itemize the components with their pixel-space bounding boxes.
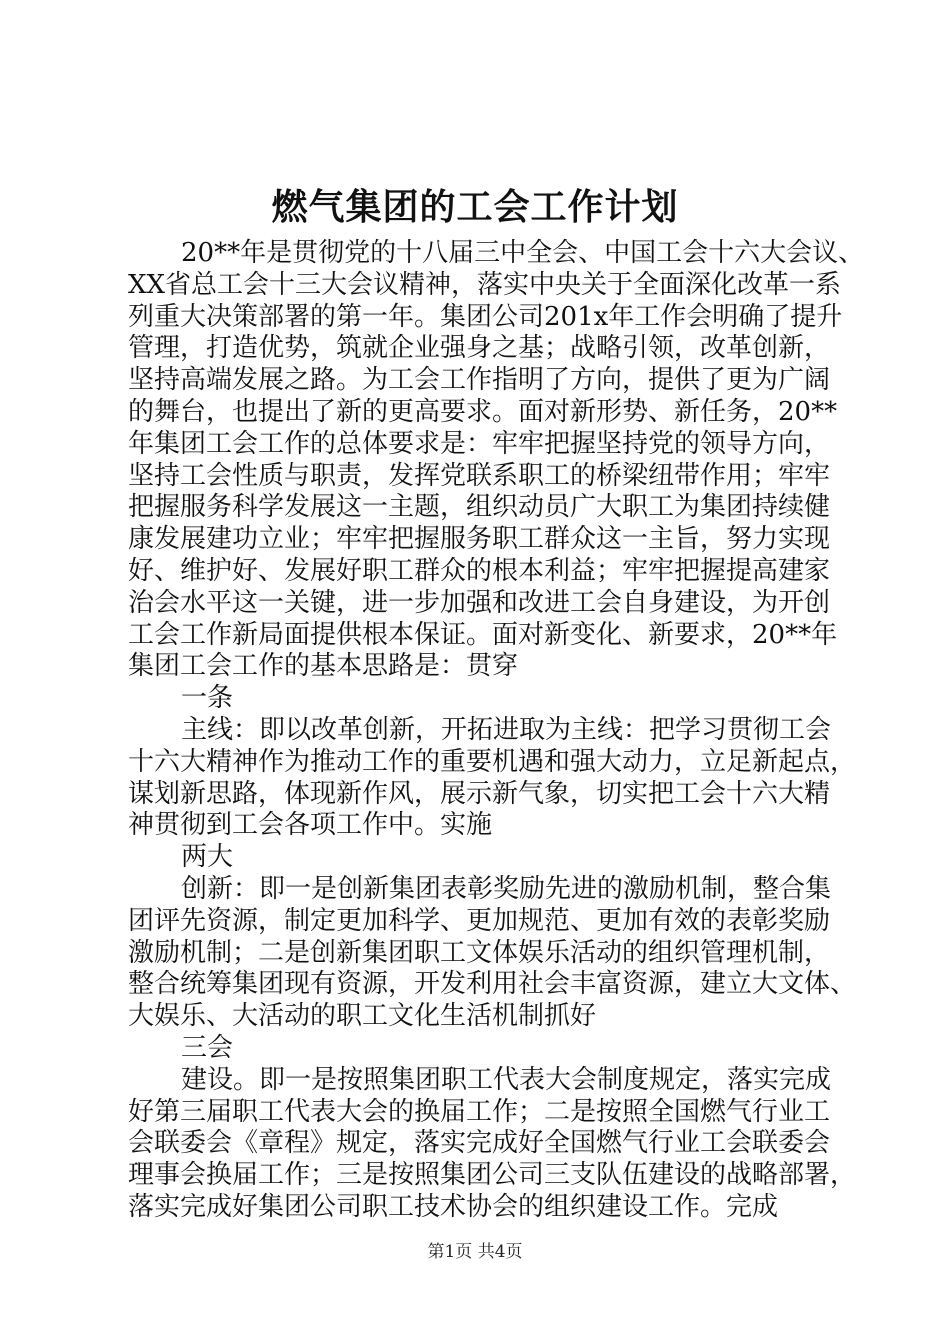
- body-line: 治会水平这一关键，进一步加强和改进工会自身建设，为开创: [128, 587, 831, 618]
- body-line: 好第三届职工代表大会的换届工作；二是按照全国燃气行业工: [128, 1096, 831, 1127]
- document-title: 燃气集团的工会工作计划: [271, 186, 679, 228]
- body-line: 大娱乐、大活动的职工文化生活机制抓好: [128, 1001, 597, 1032]
- body-line: 落实完成好集团公司职工技术协会的组织建设工作。完成: [128, 1191, 779, 1222]
- body-line: 坚持工会性质与职责，发挥党联系职工的桥梁纽带作用；牢牢: [128, 460, 831, 491]
- body-line: 创新：即一是创新集团表彰奖励先进的激励机制，整合集: [181, 873, 832, 904]
- section-keyword: 两大: [181, 842, 234, 873]
- document-body: [128, 238, 865, 1224]
- body-line: 激励机制；二是创新集团职工文体娱乐活动的组织管理机制，: [128, 937, 831, 968]
- body-line: 康发展建功立业；牢牢把握服务职工群众这一主旨，努力实现: [128, 524, 831, 555]
- body-line: 列重大决策部署的第一年。集团公司201x年工作会明确了提升: [128, 301, 843, 332]
- section-keyword: 三会: [181, 1032, 234, 1063]
- body-line: 建设。即一是按照集团职工代表大会制度规定，落实完成: [181, 1064, 832, 1095]
- body-line: 谋划新思路，体现新作风，展示新气象，切实把工会十六大精: [128, 778, 831, 809]
- body-line: XX省总工会十三大会议精神，落实中央关于全面深化改革一系: [128, 269, 842, 300]
- body-line: 整合统筹集团现有资源，开发利用社会丰富资源，建立大文体、: [128, 969, 857, 1000]
- body-line: 工会工作新局面提供根本保证。面对新变化、新要求，20**年: [128, 619, 838, 650]
- section-keyword: 一条: [181, 683, 234, 714]
- body-line: 会联委会《章程》规定，落实完成好全国燃气行业工会联委会: [128, 1128, 831, 1159]
- body-line: 管理，打造优势，筑就企业强身之基；战略引领，改革创新，: [128, 333, 831, 364]
- body-line: 20**年是贯彻党的十八届三中全会、中国工会十六大会议、: [181, 238, 865, 268]
- body-line: 的舞台，也提出了新的更高要求。面对新形势、新任务，20**: [128, 396, 838, 427]
- body-line: 集团工会工作的基本思路是：贯穿: [128, 651, 519, 682]
- body-line: 主线：即以改革创新，开拓进取为主线：把学习贯彻工会: [181, 714, 832, 745]
- body-line: 年集团工会工作的总体要求是：牢牢把握坚持党的领导方向，: [128, 428, 831, 459]
- body-line: 团评先资源，制定更加科学、更加规范、更加有效的表彰奖励: [128, 905, 831, 936]
- body-line: 神贯彻到工会各项工作中。实施: [128, 810, 493, 841]
- body-line: 把握服务科学发展这一主题，组织动员广大职工为集团持续健: [128, 492, 831, 523]
- page-number-footer: 第1页 共4页: [427, 1242, 523, 1262]
- body-line: 理事会换届工作；三是按照集团公司三支队伍建设的战略部署，: [128, 1160, 857, 1191]
- body-line: 好、维护好、发展好职工群众的根本利益；牢牢把握提高建家: [128, 555, 831, 586]
- body-line: 坚持高端发展之路。为工会工作指明了方向，提供了更为广阔: [128, 365, 831, 396]
- body-line: 十六大精神作为推动工作的重要机遇和强大动力，立足新起点，: [128, 746, 857, 777]
